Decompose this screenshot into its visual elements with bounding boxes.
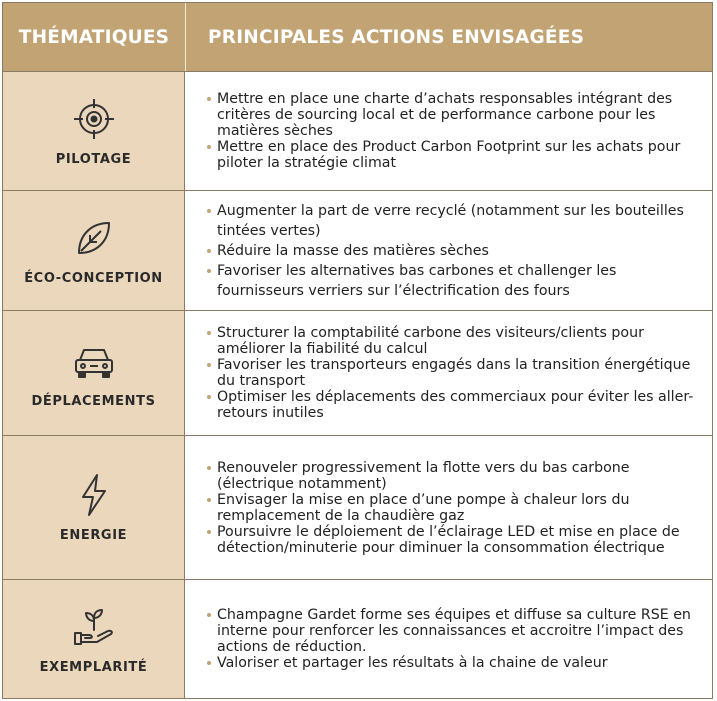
- table-header: [3, 3, 712, 72]
- actions-list: [207, 325, 696, 421]
- hand-plant-icon: [71, 604, 117, 650]
- theme-label: PILOTAGE: [55, 151, 132, 167]
- leaf-icon: [71, 215, 117, 261]
- table-row: [3, 72, 712, 191]
- table-row: [3, 191, 712, 311]
- actions-list: [207, 201, 696, 301]
- action-item: Augmenter la part de verre recyclé (notamment sur les bouteilles tintées vertes): [207, 201, 696, 241]
- actions-cell: [185, 311, 712, 435]
- actions-table: [2, 2, 713, 699]
- table-row: [3, 436, 712, 580]
- theme-cell-eco-conception: [3, 191, 185, 310]
- actions-cell: [185, 191, 712, 310]
- target-icon: [71, 96, 117, 142]
- actions-cell: [185, 580, 712, 698]
- action-item: Optimiser les déplacements des commerciaux pour éviter les aller-retours inutiles: [207, 389, 696, 421]
- action-item: Structurer la comptabilité carbone des visiteurs/clients pour améliorer la fiabilité du calcul: [207, 325, 696, 357]
- action-item: Renouveler progressivement la flotte vers du bas carbone (électrique notamment): [207, 460, 696, 492]
- theme-label: DÉPLACEMENTS: [31, 393, 156, 409]
- car-icon: [71, 338, 117, 384]
- lightning-icon: [71, 472, 117, 518]
- action-item: Favoriser les alternatives bas carbones et challenger les fournisseurs verriers sur l’électrification des fours: [207, 261, 696, 301]
- header-thematiques: THÉMATIQUES: [3, 3, 186, 71]
- theme-label: ENERGIE: [59, 528, 128, 543]
- action-item: Favoriser les transporteurs engagés dans la transition énergétique du transport: [207, 357, 696, 389]
- actions-cell: [185, 72, 712, 190]
- header-actions: PRINCIPALES ACTIONS ENVISAGÉES: [208, 26, 585, 48]
- theme-cell-pilotage: [3, 72, 185, 190]
- table-row: [3, 311, 712, 436]
- action-item: Mettre en place des Product Carbon Footprint sur les achats pour piloter la stratégie climat: [207, 139, 696, 171]
- theme-label: ÉCO-CONCEPTION: [24, 271, 163, 286]
- actions-list: [207, 460, 696, 556]
- actions-list: [207, 91, 696, 171]
- action-item: Poursuivre le déploiement de l’éclairage LED et mise en place de détection/minuterie pour diminuer la consommation électrique: [207, 524, 696, 556]
- actions-list: [207, 607, 696, 671]
- action-item: Envisager la mise en place d’une pompe à chaleur lors du remplacement de la chaudière gaz: [207, 492, 696, 524]
- theme-label: EXEMPLARITÉ: [39, 659, 148, 675]
- action-item: Mettre en place une charte d’achats responsables intégrant des critères de sourcing local et de performance carbone pour les matières sèches: [207, 91, 696, 139]
- theme-cell-exemplarite: [3, 580, 185, 698]
- action-item: Réduire la masse des matières sèches: [207, 241, 696, 261]
- theme-cell-deplacements: [3, 311, 185, 435]
- action-item: Champagne Gardet forme ses équipes et diffuse sa culture RSE en interne pour renforcer les connaissances et accroitre l’impact des actions de réduction.: [207, 607, 696, 655]
- actions-cell: [185, 436, 712, 579]
- action-item: Valoriser et partager les résultats à la chaine de valeur: [207, 655, 696, 671]
- table-row: [3, 580, 712, 698]
- theme-cell-energie: [3, 436, 185, 579]
